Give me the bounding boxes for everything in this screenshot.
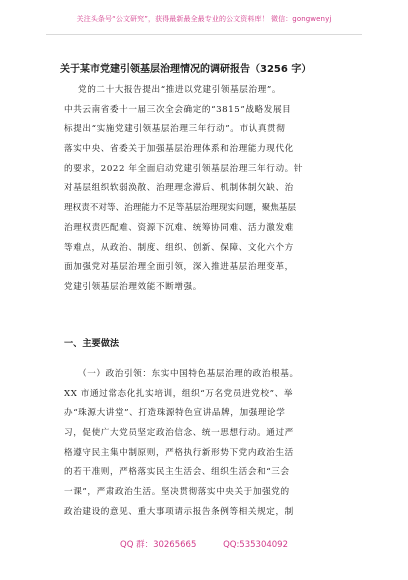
section-line: 的若干准则，严格落实民主生活会、组织生活会和“三会 bbox=[64, 467, 290, 478]
header-banner: 关注头条号“公文研究”，获得最新最全最专业的公文资料库！ 微信：gongwenyj bbox=[76, 15, 332, 23]
intro-paragraph bbox=[64, 81, 360, 298]
section-line: 格遵守民主集中制原则，严格执行新形势下党内政治生活 bbox=[64, 447, 294, 458]
intro-line: 落实中央、省委关于加强基层治理体系和治理能力现代化 bbox=[64, 144, 294, 155]
intro-line: 理权责不对等、治理能力不足等基层治理现实问题，聚焦基层 bbox=[64, 203, 297, 214]
intro-line: 中共云南省委十一届三次全会确定的“3815”战略发展目 bbox=[64, 104, 292, 115]
section-line: 习，促使广大党员坚定政治信念、统一思想行动。通过严 bbox=[64, 428, 294, 439]
section-line: 政治建设的意见、重大事项请示报告条例等相关规定，制 bbox=[64, 506, 294, 517]
section-line: 一课”，严肃政治生活。坚决贯彻落实中央关于加强党的 bbox=[64, 487, 290, 498]
section-line: XX 市通过常态化扎实培训，组织“万名党员进党校”、举 bbox=[64, 388, 294, 399]
section-line: 办“珠源大讲堂”、打造珠源特色宣讲品牌，加强理论学 bbox=[64, 408, 286, 419]
section-heading: 一、主要做法 bbox=[64, 338, 120, 349]
section-line: （一）政治引领：东实中国特色基层治理的政治根基。 bbox=[78, 369, 299, 379]
intro-line: 面加强党对基层治理全面引领，深入推进基层治理变革， bbox=[64, 262, 294, 273]
section-paragraph bbox=[64, 365, 360, 523]
qq-number-text: QQ:535304092 bbox=[223, 540, 288, 550]
intro-line: 党的二十大报告提出“推进以党建引领基层治理”。 bbox=[78, 85, 282, 95]
intro-line: 标提出“实施党建引领基层治理三年行动”。市认真贯彻 bbox=[64, 124, 286, 135]
page-title: 关于某市党建引领基层治理情况的调研报告（3256 字） bbox=[60, 64, 312, 75]
header-divider bbox=[46, 34, 362, 35]
intro-line: 党建引领基层治理效能不断增强。 bbox=[64, 281, 202, 292]
qq-group-text: QQ 群：30265665 bbox=[120, 540, 197, 550]
intro-line: 等难点，从政治、制度、组织、创新、保障、文化六个方 bbox=[64, 242, 294, 253]
intro-line: 治理权责匹配难、资源下沉难、统筹协同难、活力激发难 bbox=[64, 222, 294, 233]
footer-contact bbox=[0, 538, 408, 550]
intro-line: 的要求，2022 年全面启动党建引领基层治理三年行动。针 bbox=[64, 163, 304, 174]
intro-line: 对基层组织软弱涣散、治理理念滞后、机制体制欠缺、治 bbox=[64, 183, 294, 194]
